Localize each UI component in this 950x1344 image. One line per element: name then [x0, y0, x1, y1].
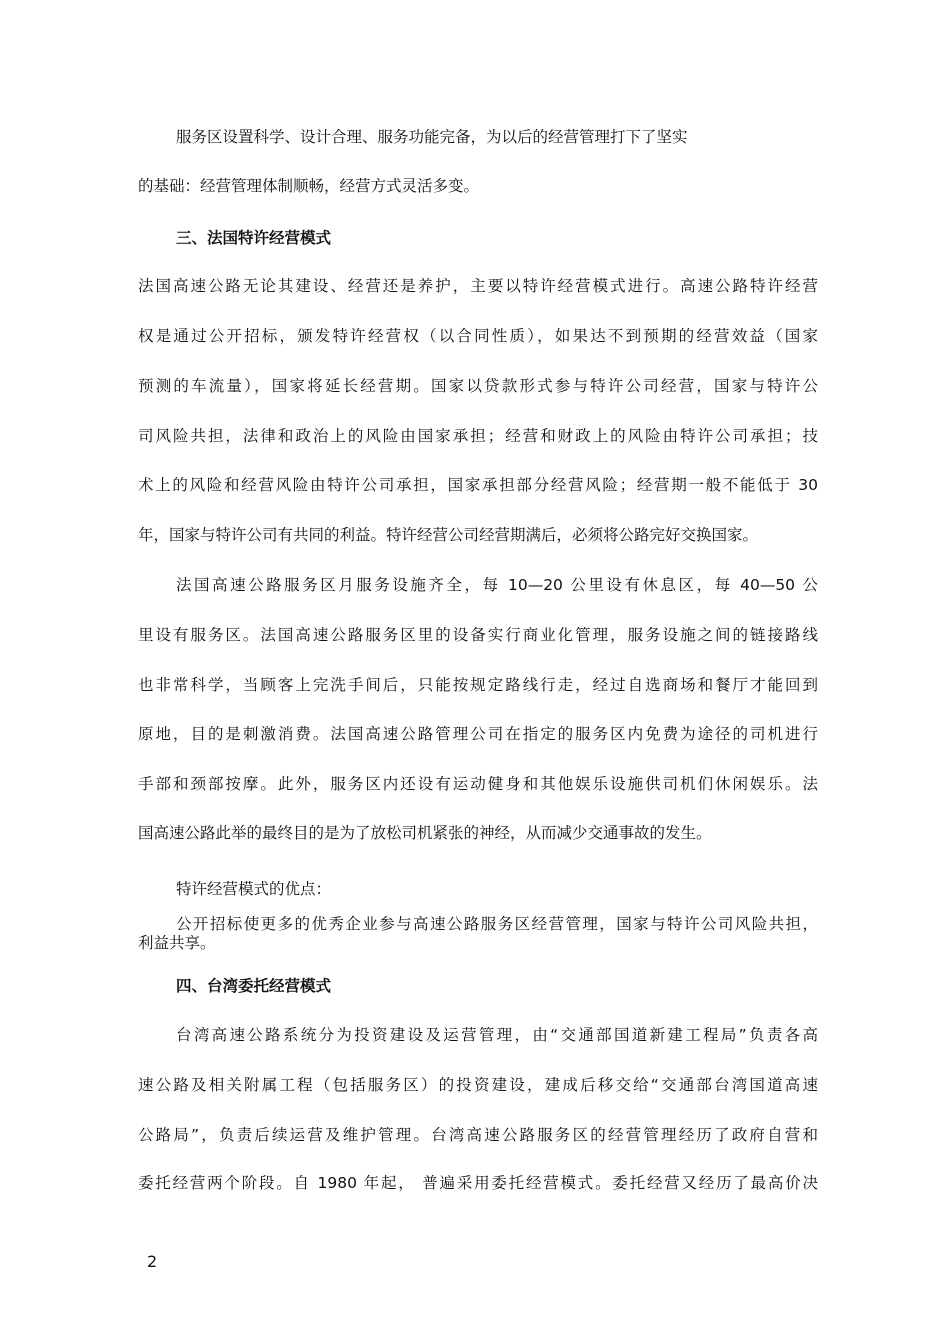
paragraph-line: 法国高速公路无论其建设、经营还是养护，主要以特许经营模式进行。高速公路特许经营 — [138, 277, 818, 295]
paragraph-line: 利益共享。 — [138, 934, 216, 952]
paragraph-line: 国高速公路此举的最终目的是为了放松司机紧张的神经，从而减少交通事故的发生。 — [138, 824, 712, 842]
section-heading: 三、法国特许经营模式 — [176, 229, 332, 247]
paragraph-line: 公路局”，负责后续运营及维护管理。台湾高速公路服务区的经营管理经历了政府自营和 — [138, 1126, 818, 1144]
paragraph-line: 台湾高速公路系统分为投资建设及运营管理，由“交通部国道新建工程局”负责各高 — [176, 1026, 818, 1044]
paragraph-line: 里设有服务区。法国高速公路服务区里的设备实行商业化管理，服务设施之间的链接路线 — [138, 626, 818, 644]
paragraph-line: 特许经营模式的优点： — [176, 880, 332, 898]
paragraph-line: 法国高速公路服务区月服务设施齐全，每 10—20 公里设有休息区，每 40—50 公 — [176, 576, 818, 594]
paragraph-line: 手部和颈部按摩。此外，服务区内还设有运动健身和其他娱乐设施供司机们休闲娱乐。法 — [138, 775, 818, 793]
paragraph-line: 司风险共担，法律和政治上的风险由国家承担；经营和财政上的风险由特许公司承担；技 — [138, 427, 818, 445]
paragraph-line: 服务区设置科学、设计合理、服务功能完备，为以后的经营管理打下了坚实 — [176, 128, 688, 146]
paragraph-line: 公开招标使更多的优秀企业参与高速公路服务区经营管理，国家与特许公司风险共担， — [176, 915, 818, 933]
paragraph-line: 委托经营两个阶段。自 1980 年起， 普遍采用委托经营模式。委托经营又经历了最高价决 — [138, 1174, 818, 1192]
paragraph-line: 速公路及相关附属工程（包括服务区）的投资建设，建成后移交给“交通部台湾国道高速 — [138, 1076, 818, 1094]
paragraph-line: 预测的车流量），国家将延长经营期。国家以贷款形式参与特许公司经营，国家与特许公 — [138, 377, 818, 395]
paragraph-line: 原地，目的是刺激消费。法国高速公路管理公司在指定的服务区内免费为途径的司机进行 — [138, 725, 818, 743]
paragraph-line: 也非常科学，当顾客上完洗手间后，只能按规定路线行走，经过自选商场和餐厅才能回到 — [138, 676, 818, 694]
paragraph-line: 术上的风险和经营风险由特许公司承担，国家承担部分经营风险；经营期一般不能低于 30 — [138, 476, 818, 494]
paragraph-line: 的基础：经营管理体制顺畅，经营方式灵活多变。 — [138, 177, 480, 195]
paragraph-line: 年，国家与特许公司有共同的利益。特许经营公司经营期满后，必须将公路完好交换国家。 — [138, 526, 759, 544]
page-number: 2 — [147, 1252, 158, 1271]
section-heading: 四、台湾委托经营模式 — [176, 977, 332, 995]
paragraph-line: 权是通过公开招标，颁发特许经营权（以合同性质），如果达不到预期的经营效益（国家 — [138, 327, 818, 345]
